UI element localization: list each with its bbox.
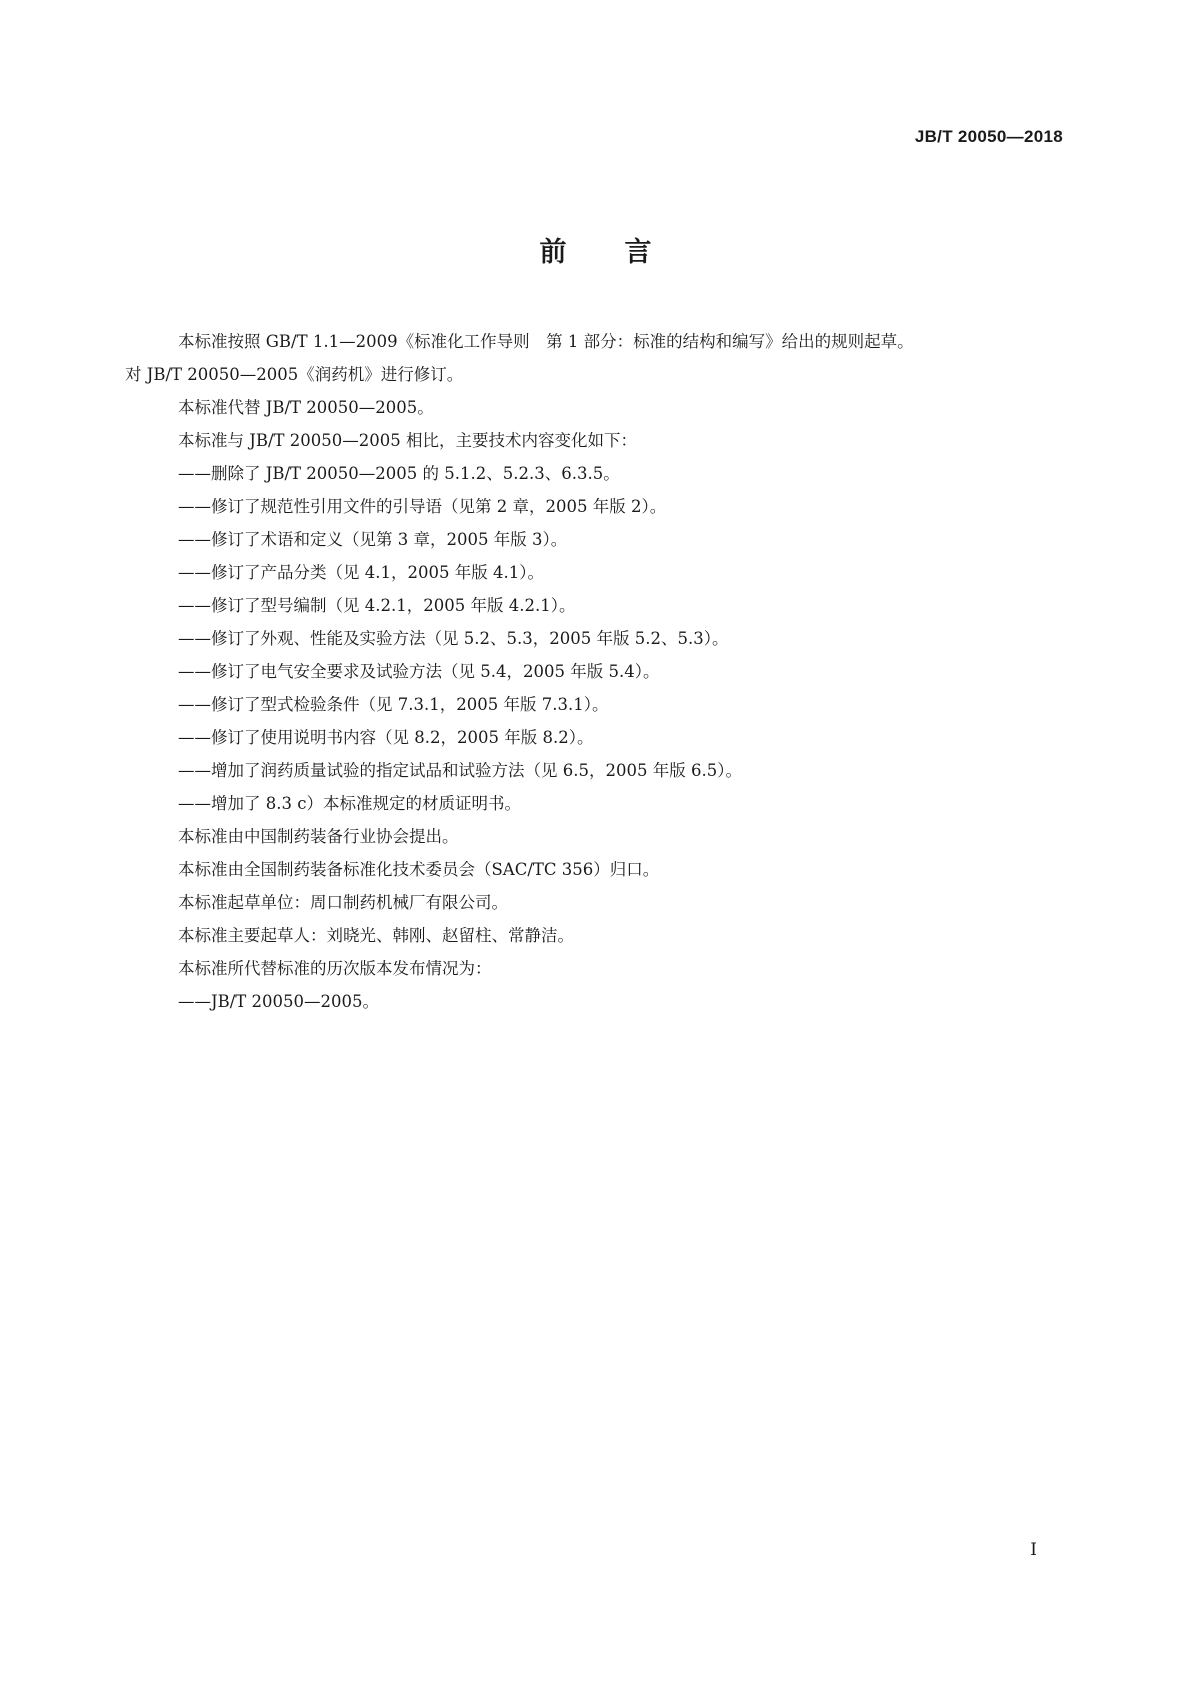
list-item: ——修订了产品分类（见 4.1，2005 年版 4.1）。 xyxy=(178,563,544,582)
list-item: ——修订了型号编制（见 4.2.1，2005 年版 4.2.1）。 xyxy=(178,596,576,615)
paragraph: 本标准代替 JB/T 20050—2005。 xyxy=(178,398,434,417)
paragraph: 本标准由全国制药装备标准化技术委员会（SAC/TC 356）归口。 xyxy=(178,860,660,879)
list-item: ——修订了外观、性能及实验方法（见 5.2、5.3，2005 年版 5.2、5.3）。 xyxy=(178,629,729,648)
list-item: ——修订了电气安全要求及试验方法（见 5.4，2005 年版 5.4）。 xyxy=(178,662,660,681)
list-item: ——增加了 8.3 c）本标准规定的材质证明书。 xyxy=(178,794,521,813)
list-item: ——修订了术语和定义（见第 3 章，2005 年版 3）。 xyxy=(178,530,568,549)
page-title: 前言 xyxy=(539,237,710,268)
paragraph: 本标准主要起草人：刘晓光、韩刚、赵留柱、常静洁。 xyxy=(178,926,574,945)
list-item: ——删除了 JB/T 20050—2005 的 5.1.2、5.2.3、6.3.5。 xyxy=(178,464,620,483)
paragraph: 本标准起草单位：周口制药机械厂有限公司。 xyxy=(178,893,508,912)
list-item: ——修订了型式检验条件（见 7.3.1，2005 年版 7.3.1）。 xyxy=(178,695,609,714)
paragraph: 本标准与 JB/T 20050—2005 相比，主要技术内容变化如下： xyxy=(178,431,638,450)
foreword-body xyxy=(125,325,1065,1018)
page-number: I xyxy=(1030,1540,1037,1560)
paragraph: 本标准所代替标准的历次版本发布情况为： xyxy=(178,959,492,978)
list-item: ——修订了规范性引用文件的引导语（见第 2 章，2005 年版 2）。 xyxy=(178,497,667,516)
list-item: ——JB/T 20050—2005。 xyxy=(178,992,380,1011)
list-item: ——增加了润药质量试验的指定试品和试验方法（见 6.5，2005 年版 6.5）。 xyxy=(178,761,742,780)
paragraph: 本标准由中国制药装备行业协会提出。 xyxy=(178,827,459,846)
standard-code: JB/T 20050—2018 xyxy=(914,127,1063,146)
paragraph: 本标准按照 GB/T 1.1—2009《标准化工作导则 第 1 部分：标准的结构和编写》给出的规则起草。 xyxy=(178,332,914,351)
paragraph: 对 JB/T 20050—2005《润药机》进行修订。 xyxy=(125,365,464,384)
list-item: ——修订了使用说明书内容（见 8.2，2005 年版 8.2）。 xyxy=(178,728,594,747)
